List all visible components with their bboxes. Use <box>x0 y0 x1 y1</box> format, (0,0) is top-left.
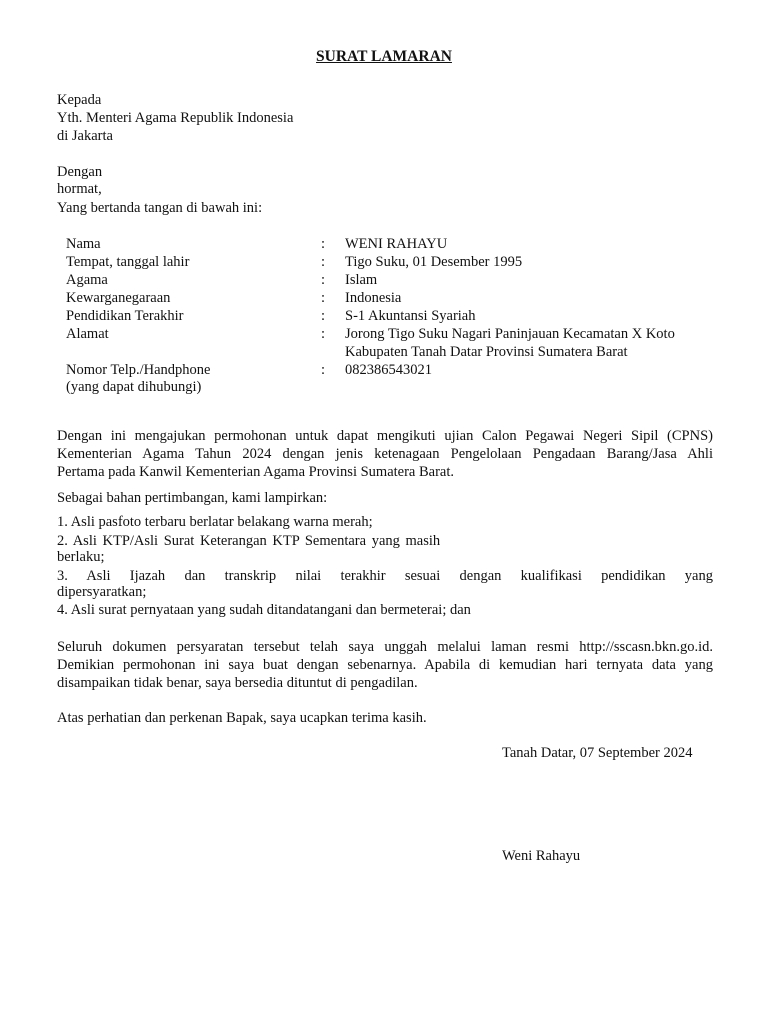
closing-line-2: Demikian permohonan ini saya buat dengan sebenarnya. Apabila di kemudian hari ternyata data yang <box>57 657 713 673</box>
education-value: S-1 Akuntansi Syariah <box>345 308 476 324</box>
greeting-line-3: Yang bertanda tangan di bawah ini: <box>57 200 263 216</box>
citizenship-label: Kewarganegaraan <box>66 290 171 306</box>
phone-label-line-2: (yang dapat dihubungi) <box>66 379 202 395</box>
religion-label: Agama <box>66 272 108 288</box>
application-line-3: Pertama pada Kanwil Kementerian Agama Provinsi Sumatera Barat. <box>57 464 455 480</box>
name-value: WENI RAHAYU <box>345 236 448 252</box>
attachment-item-3: 3. Asli Ijazah dan transkrip nilai terakhir sesuai dengan kualifikasi pendidikan yang <box>57 568 713 584</box>
signature-place-date: Tanah Datar, 07 September 2024 <box>502 745 693 761</box>
phone-value: 082386543021 <box>345 362 432 378</box>
address-colon: : <box>321 326 326 342</box>
signature-name: Weni Rahayu <box>502 848 581 864</box>
closing-thanks: Atas perhatian dan perkenan Bapak, saya ucapkan terima kasih. <box>57 710 427 726</box>
citizenship-value: Indonesia <box>345 290 402 306</box>
name-colon: : <box>321 236 326 252</box>
closing-line-1: Seluruh dokumen persyaratan tersebut telah saya unggah melalui laman resmi http://sscasn.bkn.go.id. <box>57 639 713 655</box>
address-value-line-1: Jorong Tigo Suku Nagari Paninjauan Kecamatan X Koto <box>345 326 675 342</box>
phone-colon: : <box>321 362 326 378</box>
attachments-intro: Sebagai bahan pertimbangan, kami lampirkan: <box>57 490 328 506</box>
religion-value: Islam <box>345 272 378 288</box>
attachment-item-2: 2. Asli KTP/Asli Surat Keterangan KTP Sementara yang masih <box>57 533 441 549</box>
education-colon: : <box>321 308 326 324</box>
attachment-item-3-cont: dipersyaratkan; <box>57 584 147 600</box>
phone-label-line-1: Nomor Telp./Handphone <box>66 362 211 378</box>
religion-colon: : <box>321 272 326 288</box>
application-line-1: Dengan ini mengajukan permohonan untuk dapat mengikuti ujian Calon Pegawai Negeri Sipil (CPNS) <box>57 428 713 444</box>
address-label: Alamat <box>66 326 109 342</box>
birth-colon: : <box>321 254 326 270</box>
greeting-line-1: Dengan <box>57 164 103 180</box>
application-line-2: Kementerian Agama Tahun 2024 dengan jenis ketenagaan Pengelolaan Pengadaan Barang/Jasa Ahli <box>57 446 713 462</box>
attachment-item-4: 4. Asli surat pernyataan yang sudah ditandatangani dan bermeterai; dan <box>57 602 471 618</box>
recipient-line-2: Yth. Menteri Agama Republik Indonesia <box>57 110 294 126</box>
education-label: Pendidikan Terakhir <box>66 308 184 324</box>
attachment-item-1: 1. Asli pasfoto terbaru berlatar belakang warna merah; <box>57 514 373 530</box>
closing-line-3: disampaikan tidak benar, saya bersedia dituntut di pengadilan. <box>57 675 418 691</box>
letter-title: SURAT LAMARAN <box>316 48 452 65</box>
citizenship-colon: : <box>321 290 326 306</box>
greeting-line-2: hormat, <box>57 181 102 197</box>
birth-value: Tigo Suku, 01 Desember 1995 <box>345 254 523 270</box>
attachment-item-2-cont: berlaku; <box>57 549 105 565</box>
address-value-line-2: Kabupaten Tanah Datar Provinsi Sumatera Barat <box>345 344 628 360</box>
birth-label: Tempat, tanggal lahir <box>66 254 190 270</box>
recipient-line-3: di Jakarta <box>57 128 113 144</box>
name-label: Nama <box>66 236 101 252</box>
recipient-line-1: Kepada <box>57 92 102 108</box>
